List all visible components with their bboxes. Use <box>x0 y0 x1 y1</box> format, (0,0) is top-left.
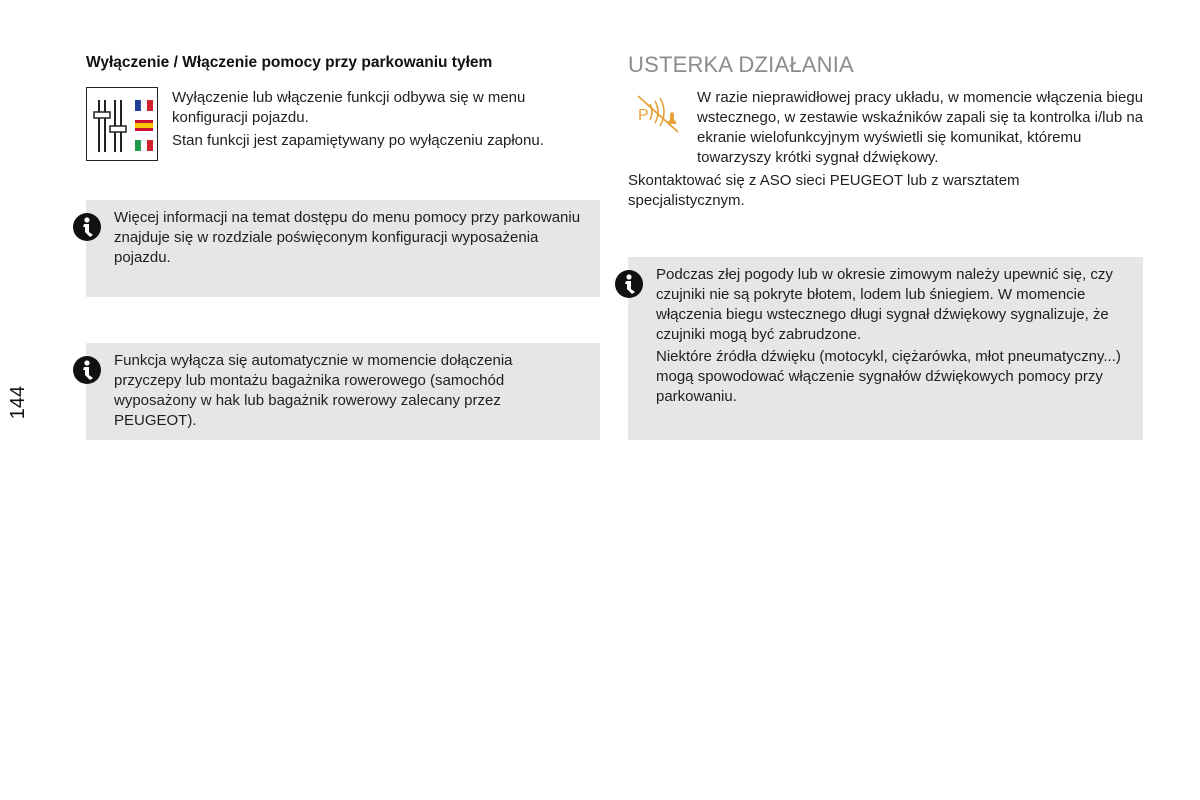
info-paragraph-2: Niektóre źródła dźwięku (motocykl, ciężarówka, młot pneumatyczny...) mogą spowodować włączenie sygnałów dźwiękowych pomocy przy parkowaniu. <box>656 348 1121 405</box>
info-paragraph-1: Podczas złej pogody lub w okresie zimowym należy upewnić się, czy czujniki nie są pokryte błotem, lodem lub śniegiem. W momencie włączenia biegu wstecznego długi sygnał dźwiękowy sygnalizuje, że czujniki mogą być zabrudzone. <box>656 266 1113 343</box>
info-icon <box>72 212 102 242</box>
info-box <box>628 257 1143 440</box>
section-heading: USTERKA DZIAŁANIA <box>628 52 854 77</box>
page-number <box>8 383 36 423</box>
settings-sliders-flags-icon <box>86 87 158 161</box>
info-box <box>86 343 600 440</box>
contact-paragraph: Skontaktować się z ASO sieci PEUGEOT lub z warsztatem specjalistycznym. <box>628 172 1020 209</box>
info-text <box>656 265 1131 407</box>
menu-description <box>172 88 592 151</box>
menu-paragraph-2: Stan funkcji jest zapamiętywany po wyłączeniu zapłonu. <box>172 132 544 149</box>
info-box <box>86 200 600 297</box>
fault-paragraph: W razie nieprawidłowej pracy układu, w momencie włączenia biegu wstecznego, w zestawie wskaźników zapali się ta kontrolka i/lub na ekranie wielofunkcyjnym wyświetli się komunikat, któremu towarzyszy krótki sygnał dźwiękowy. <box>697 89 1144 166</box>
info-text: Funkcja wyłącza się automatycznie w momencie dołączenia przyczepy lub montażu bagażnika rowerowego (samochód wyposażony w hak lub bagażnik rowerowy zalecany przez PEUGEOT). <box>114 352 513 429</box>
menu-paragraph-1: Wyłączenie lub włączenie funkcji odbywa się w menu konfiguracji pojazdu. <box>172 89 526 126</box>
svg-text:P: P <box>638 107 649 124</box>
info-icon <box>614 269 644 299</box>
section-heading: Wyłączenie / Włączenie pomocy przy parkowaniu tyłem <box>86 54 493 71</box>
info-text: Więcej informacji na temat dostępu do menu pomocy przy parkowaniu znajduje się w rozdziale poświęconym konfiguracji wyposażenia pojazdu. <box>114 209 581 266</box>
page-number-text: 144 <box>7 385 30 420</box>
park-assist-fault-icon <box>634 92 682 136</box>
info-icon <box>72 355 102 385</box>
